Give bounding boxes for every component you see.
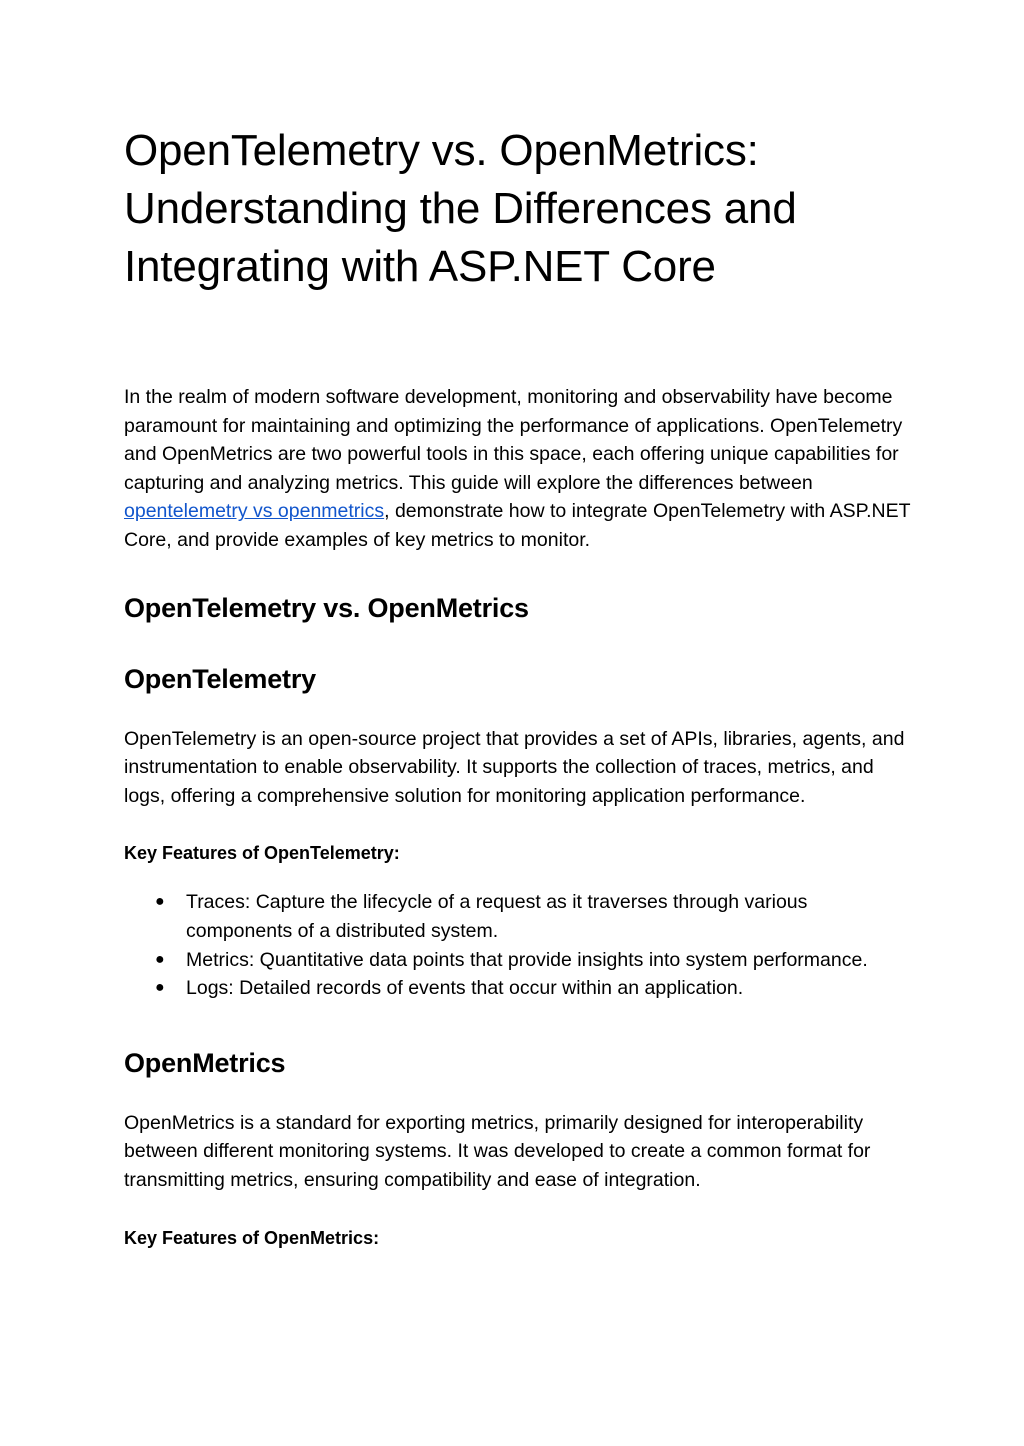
list-item xyxy=(124,946,914,975)
openmetrics-heading: OpenMetrics xyxy=(124,1047,286,1078)
intro-text-after-link: , demonstrate how to integrate OpenTelemetry with ASP.NET Core, and provide examples of key metrics to monitor. xyxy=(124,500,911,551)
openmetrics-paragraph: OpenMetrics is a standard for exporting metrics, primarily designed for interoperability between different monitoring systems. It was developed to create a common format for transmitting metrics, ensuring compatibility and ease of integration. xyxy=(124,1111,871,1191)
title-line-1: OpenTelemetry vs. OpenMetrics: xyxy=(124,126,759,175)
bullet-icon: ● xyxy=(155,950,165,968)
intro-paragraph xyxy=(124,383,914,555)
list-item xyxy=(124,974,914,1003)
title-line-3: Integrating with ASP.NET Core xyxy=(124,242,716,291)
openmetrics-features-label: Key Features of OpenMetrics: xyxy=(124,1227,380,1248)
opentelemetry-features-list xyxy=(124,888,914,1002)
feature-text: Logs: Detailed records of events that occur within an application. xyxy=(186,977,744,1000)
intro-text-before-link: In the realm of modern software development, monitoring and observability have become paramount for maintaining and optimizing the performance of applications. OpenTelemetry and OpenMetrics are two powerful tools in this space, each offering unique capabilities for capturing and analyzing metrics. This guide will explore the differences between xyxy=(124,386,903,494)
feature-text: Traces: Capture the lifecycle of a request as it traverses through various components of a distributed system. xyxy=(186,891,808,942)
title-line-2: Understanding the Differences and xyxy=(124,184,797,233)
section-heading: OpenTelemetry vs. OpenMetrics xyxy=(124,592,529,623)
bullet-icon: ● xyxy=(155,893,165,911)
list-item xyxy=(124,888,914,945)
opentelemetry-paragraph: OpenTelemetry is an open-source project that provides a set of APIs, libraries, agents, and instrumentation to enable observability. It supports the collection of traces, metrics, and logs, offering a comprehensive solution for monitoring application performance. xyxy=(124,727,905,807)
document-page xyxy=(124,122,914,1251)
opentelemetry-heading: OpenTelemetry xyxy=(124,663,316,694)
bullet-icon: ● xyxy=(155,979,165,997)
document-title xyxy=(124,122,914,296)
opentelemetry-features-label: Key Features of OpenTelemetry: xyxy=(124,843,400,864)
feature-text: Metrics: Quantitative data points that provide insights into system performance. xyxy=(186,948,868,971)
opentelemetry-vs-openmetrics-link[interactable]: opentelemetry vs openmetrics xyxy=(124,500,385,523)
